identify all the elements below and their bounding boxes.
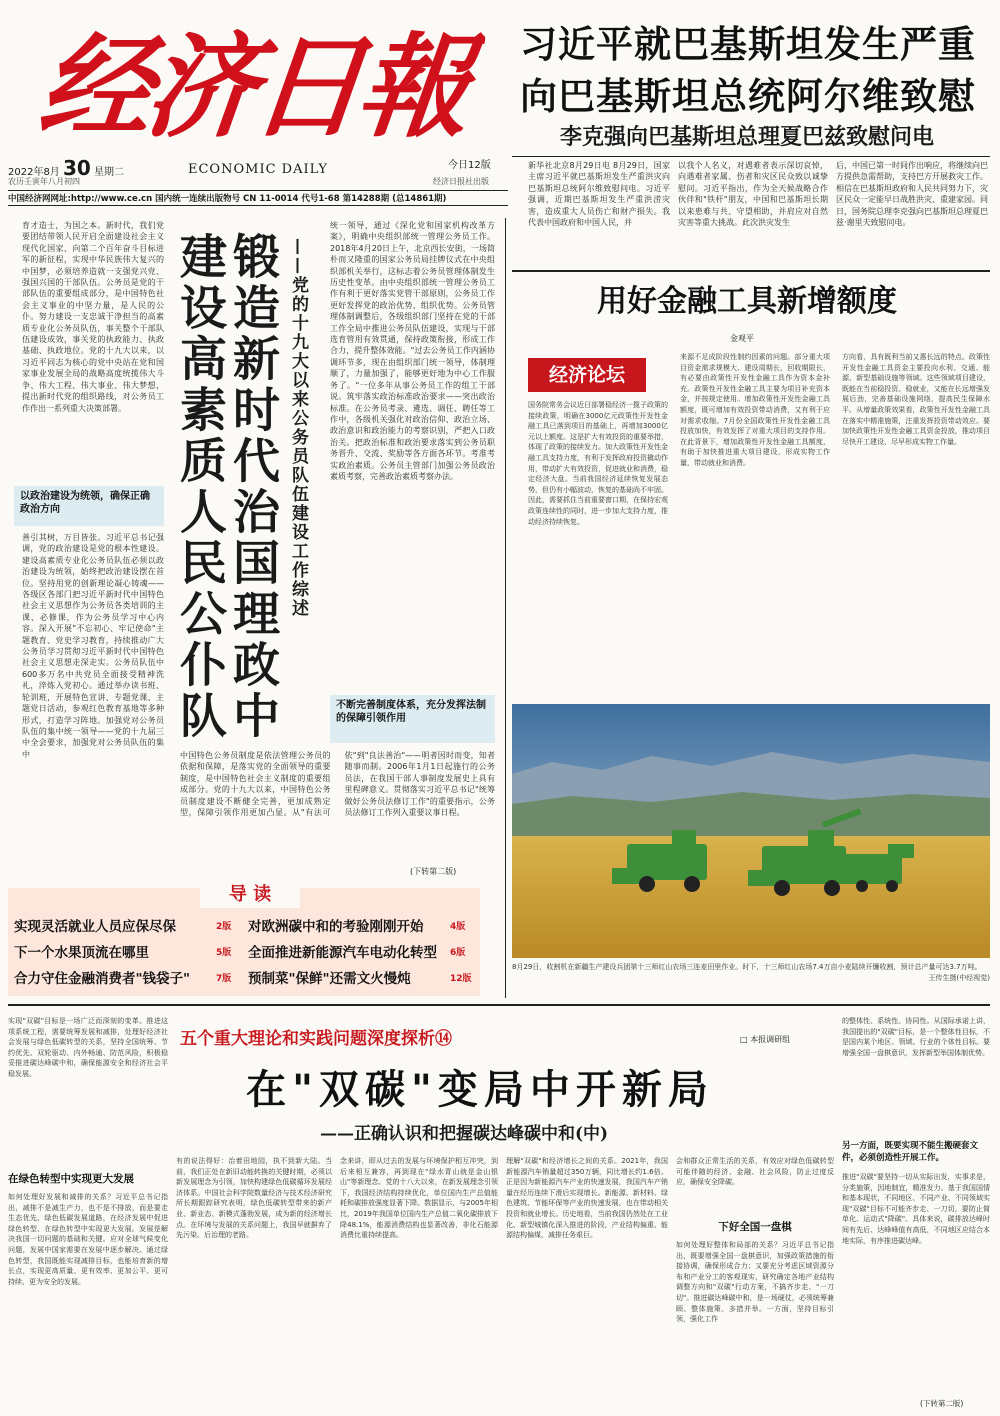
guide-page-number: 5版 — [216, 948, 232, 958]
weekday: 星期二 — [94, 167, 125, 178]
harvest-photo-image — [512, 704, 990, 958]
lower-continued: (下转第二版) — [920, 1399, 964, 1408]
lower-col6: 的整体性、系统性、协同性。从国际承诺上讲，我国提出的"双碳"目标，是一个整体性目标，不是国内某个地区、领域、行业的个体性目标。要增强全国一盘棋意识，发挥新型举国体制优势。 — [842, 1017, 990, 1057]
divider — [512, 156, 990, 157]
editorial-badge: 经济论坛 — [528, 358, 646, 392]
editorial-col1: 国务院常务会议近日部署稳经济一揽子政策的接续政策，明确在3000亿元政策性开发性金融工具已落到项目的基础上，再增加3000亿元以上额度。这是扩大有效投资的重要举措，体现了政策的接续发力。加大政策性开发性金融工具支持力度，有利于发挥政府投资撬动作用，带动扩大有效投资，促进就业和消费，稳定经济大盘。当前我国经济延续恢复发展态势，但仍有小幅波动，恢复的基础尚不牢固。因此，需要抓住当前重要窗口期，在保持宏观政策连续性的同时，进一步加大支持力度，推动经济持续恢复。 — [528, 401, 668, 526]
guide-page-number: 6版 — [450, 948, 466, 958]
issue-line — [8, 176, 508, 188]
lower-subtitle: ——正确认识和把握碳达峰碳中和(中) — [320, 1124, 609, 1144]
lower-col5: 会和群众正常生活的关系，有效应对绿色低碳转型可能伴随的经济、金融、社会风险，防止过度反应，确保安全降碳。 — [676, 1157, 834, 1187]
editorial-author: 金观平 — [730, 334, 754, 343]
photo-caption — [512, 962, 990, 996]
editorial-title: 用好金融工具新增额度 — [597, 284, 897, 319]
byline-text: 本报调研组 — [750, 1035, 791, 1044]
lower-col1: 如何处理好发展和减排的关系？习近平总书记指出，减排不是减生产力，也不是不排放，而是要走生态优先、绿色低碳发展道路，在经济发展中促进绿色转型、在绿色转型中实现更大发展。发展是解决我国一切问题的基础和关键。应对全球气候变化问题，发展中国家需要在发展中逐步解决。通过绿色转型，我国既能实现减排目标，也能培育新的增长点，实现更高质量、更有效率、更加公平、更可持续、更为安全的发展。 — [8, 1193, 168, 1286]
publisher: 经济日报社出版 — [433, 177, 489, 186]
guide-item[interactable]: 对欧洲碳中和的考验刚刚开始 — [248, 919, 424, 935]
divider — [512, 270, 990, 272]
guide-item[interactable]: 合力守住金融消费者"钱袋子" — [14, 971, 191, 987]
lead-col-mid: 统一领导，通过《深化党和国家机构改革方案》，明确中央组织部统一管理公务员工作。2018年4月20日上午，北京西长安街，一场简朴而又隆重的国家公务员局挂牌仪式在中央组织部机关举行，这标志着公务员管理体制发生历史性变革。由中央组织部统一管理公务员工作有利于更好落实党管干部原则，公务员工作更好发挥党的政治优势、组织优势。公务员管理体制调整后，各级组织部门坚持在党的干部工作全局中推进公务员队伍建设，实现与干部选育管用有效贯通，保持政策衔接，形成工作合力，提升整体效能。"过去公务员工作内涵协调环节多，现在由组织部门统一领导，体制理顺了，力量加强了，能够更好地为中心工作服务了。"一位多年从事公务员工作的组工干部说。筑牢落实政治标准政治要求——突出政治标准。在公务员考录、遴选、调任、聘任等工作中，各级机关强化对政治信仰、政治立场、政治意识和政治能力的考察识别，严把入口政治关。把政治标准和政治要求落实到公务员职务晋升、交流、奖励等各方面各环节。考准考实政治素质。公务员主管部门加强公务员政治素质考察，完善政治素质考察办法。 — [330, 221, 495, 481]
lower-col3: 念来讲，即从过去的发展与环境保护相互冲突，到后来相互兼容，再到现在"绿水青山就是金山银山"等新理念。党的十八大以来，在新发展理念引领下，我国经济结构持续优化，单位国内生产总值能耗和碳排放强度显著下降。数据显示，与2005年相比，2019年我国单位国内生产总值二氧化碳排放下降48.1%，能源消费结构也显著改善，非化石能源消费比重持续提高。 — [340, 1157, 498, 1240]
lower-col5b: 如何处理好整体和局部的关系？习近平总书记指出，既要增强全国一盘棋意识，加强政策措施的衔接协调，确保形成合力；又要充分考虑区域资源分布和产业分工的客观现实，研究确定各地产业结构调整方向和"双碳"行动方案，不搞齐步走、"一刀切"。推进碳达峰碳中和，是一场硬仗，必须统筹兼顾、整体施策、多措并举。一方面，坚持目标引领，强化工作 — [676, 1241, 834, 1324]
editorial-col3: 方向看，具有既利当前又惠长远的特点。政策性开发性金融工具资金主要投向水利、交通、能源、新型基础设施等领域。这些领域项目建设，既能在当前稳投资、稳就业，又能在长远增强发展后劲，完善基础设施网络，提高民生保障水平。从增量政策效果看，政策性开发性金融工具在落实中精准施策，注重发挥投资带动效应。要加快政策性开发性金融工具资金投放，推动项目尽快开工建设，尽早形成实物工作量。 — [842, 353, 990, 446]
photo-credit: 王传生摄(中经视觉) — [928, 973, 990, 982]
guide-page-number: 2版 — [216, 922, 232, 932]
date-month: 2022年8月 — [8, 167, 60, 178]
byline: □ 本报调研组 — [740, 1035, 791, 1044]
lead-col-left2: 善引其树，万目皆张。习近平总书记强调，党的政治建设是党的根本性建设。建设高素质专业化公务员队伍必须以政治建设为统领，始终把政治建设摆在首位。坚持用党的创新理论凝心铸魂——各级区各部门把习近平新时代中国特色社会主义思想作为公务员各类培训的主课、必修课，作为公务员学习中心内容。深入开展"不忘初心、牢记使命"主题教育、党史学习教育，持续推动广大公务员学习贯彻习近平新时代中国特色社会主义思想走深走实。公务员队伍中600多万名中共党员全面接受精神洗礼，淬炼入党初心。通过举办读书班、轮训班，开展特色宣讲、专题党课、主题党日活动，参观红色教育基地等多种形式，打造学习阵地。加强党对公务员队伍的集中统一领导——党的十九届三中全会要求，加强党对公务员队伍的集中 — [22, 533, 164, 759]
continued-note: (下转第二版) — [410, 867, 457, 876]
section-heading-2: 下好全国一盘棋 — [718, 1221, 792, 1233]
lower-title: 在"双碳"变局中开新局 — [246, 1066, 714, 1113]
lunar-date: 农历壬寅年八月初四 — [8, 177, 80, 186]
top-headline-line2: 向巴基斯坦总统阿尔维致慰 — [520, 74, 976, 118]
top-story-col2: 以我个人名义，对遇难者表示深切哀悼，向遇难者家属、伤者和灾区民众致以诚挚慰问。习近平指出，作为全天候战略合作伙伴和"铁杆"朋友，中国和巴基斯坦长期以来患难与共、守望相助，并肩应对自然灾害等重大挑战。此次洪灾发生 — [678, 161, 828, 228]
lead-headline-right: 锻造新时代治国理政中 — [225, 232, 280, 742]
section-divider — [8, 1004, 990, 1006]
harvest-photo — [512, 704, 990, 958]
section-box-politics: 以政治建设为统领，确保正确政治方向 — [14, 486, 164, 526]
date-day: 30 — [63, 156, 91, 178]
info-bar: 中国经济网网址:http://www.ce.cn 国内统一连续出版物号 CN 11-0014 代号1-68 第14288期 (总14861期) — [8, 190, 508, 206]
top-story-col3: 后，中国已第一时间作出响应，将继续向巴方提供急需帮助，支持巴方开展救灾工作。相信在巴基斯坦政府和人民共同努力下，灾区民众一定能早日战胜洪灾、重建家园。同日，国务院总理李克强向巴基斯坦总理夏巴兹·谢里夫致慰问电。 — [836, 161, 988, 228]
lower-col6b: 推进"双碳"要坚持一切从实际出发，实事求是，分类施策，因地制宜，精准发力。基于我国国情和基本现状，不同地区、不同产业、不同领域实现"双碳"目标不可能齐步走、一刀切，要防止简单化、运动式"降碳"。具体来说，碳排放达峰时间有先后、达峰峰值有高低，不同地区应结合本地实际，有序推进碳达峰。 — [842, 1173, 990, 1245]
caption-text: 8月29日，收割机在新疆生产建设兵团第十三师红山农场三连麦田里作业。时下，十三师红山农场7.4万亩小麦陆续开镰收割，预计总产量可达3.7万吨。 — [512, 963, 982, 971]
lead-col-left: 育才造士，为国之本。新时代，我们党要团结带领人民开启全面建设社会主义现代化国家、向第二个百年奋斗目标进军的新征程，实现中华民族伟大复兴的中国梦，必须培养造就一支强党兴党、强国兴国的干部队伍。公务员是党的干部队伍的重要组成部分，是中国特色社会主义事业的中坚力量，是人民的公仆。努力建设一支忠诚干净担当的高素质专业化公务员队伍，事关整个干部队伍建设成效，事关党的执政能力、执政基础、执政地位。党的十九大以来，以习近平同志为核心的党中央站在党和国家事业发展全局的战略高度统揽伟大斗争、伟大工程、伟大事业、伟大梦想，提出新时代党的组织路线，对公务员工作作出一系列重大决策部署。 — [22, 221, 164, 413]
top-story-col1: 新华社北京8月29日电 8月29日，国家主席习近平就巴基斯坦发生严重洪灾向巴基斯坦总统阿尔维致慰问电。习近平强调，近期巴基斯坦发生严重洪涝灾害，造成重大人员伤亡和财产损失。我代表中国政府和中国人民，并 — [528, 161, 670, 228]
column-rule — [505, 218, 506, 998]
lower-intro: 实现"双碳"目标是一场广泛而深刻的变革。推进这项系统工程，需要统筹发展和减排，处理好经济社会发展与绿色低碳转型的关系，坚持全国统筹、节约优先、双轮驱动、内外畅通、防范风险，积极稳妥推进碳达峰碳中和，确保能源安全和经济社会平稳发展。 — [8, 1017, 168, 1078]
guide-page-number: 12版 — [450, 974, 472, 984]
section-heading-1: 在绿色转型中实现更大发展 — [8, 1173, 134, 1185]
lead-col-mid2: 中国特色公务员制度是依法管理公务员的依据和保障，是落实党的全面领导的重要制度，是中国特色社会主义制度的重要组成部分。党的十九大以来，中国特色公务员制度建设不断健全完善，更加成熟定型，保障引领作用更加凸显。从"有法可依"到"良法善治"——明者因时而变，知者随事而制。2006年1月1日起施行的公务员法，在我国干部人事制度发展史上具有里程碑意义。贯彻落实习近平总书记"统筹做好公务员法修订工作"的重要指示，公务员法修订工作列入重要议事日程。 — [180, 751, 495, 818]
lower-col4: 理解"双碳"和经济增长之间的关系。2021年，我国新能源汽车销量超过350万辆，同比增长约1.6倍。正是因为新能源汽车产业的快速发展，我国汽车产销量在经历连续下滑后实现增长。新能源、新材料、绿色建筑、节能环保等产业的快速发展，也在带动相关投资和就业增长。历史地看，当前我国仍然处在工业化、新型城镇化深入推进的阶段，产业结构偏重、能源结构偏煤，减排任务艰巨。 — [506, 1157, 668, 1240]
section-box-law: 不断完善制度体系，充分发挥法制的保障引领作用 — [330, 695, 495, 743]
series-banner: 五个重大理论和实践问题深度探析⑭ — [180, 1029, 452, 1049]
page-count: 今日12版 — [448, 160, 491, 171]
guide-page-number: 4版 — [450, 922, 466, 932]
lower-col2: 有的说法得好：治着田地园，执不到新大陆。当前，我们正处在新旧动能转换的关键时期，必须以新发展理念为引领，加快构建绿色低碳循环发展经济体系。中国社会科学院数量经济与技术经济研究所长期跟踪研究表明，绿色低碳转型带来的新产业、新业态、新模式蓬勃发展，成为新的经济增长点。在环境与发展的关系问题上，我国早就摒弃了先污染、后治理的老路。 — [176, 1157, 332, 1240]
guide-item[interactable]: 全面推进新能源汽车电动化转型 — [248, 945, 437, 961]
top-headline-line1: 习近平就巴基斯坦发生严重 — [520, 22, 976, 66]
guide-item[interactable]: 下一个水果顶流在哪里 — [14, 945, 149, 961]
newspaper-logo: 经济日報 — [33, 22, 471, 153]
guide-title: 导 读 — [200, 882, 300, 908]
section-heading-3: 另一方面，既要实现不能生搬硬套文件，必须创造性开展工作。 — [842, 1141, 979, 1163]
guide-item[interactable]: 预制菜"保鲜"还需文火慢炖 — [248, 971, 411, 987]
editorial-col2: 来源不足成阶段性制约因素的问题。部分重大项目资金需求规模大、建设周期长，回收期限长，有必要由政策性开发性金融工具作为资本金补充。政策性开发性金融工具主要为项目补充资本金，并按规定使用。增加政策性开发性金融工具额度，既可增加有效投资带动消费，又有利于应对需求收缩。7月份全国政策性开发性金融工具投放加快，有效发挥了对重大项目的支持作用。在此背景下，增加政策性开发性金融工具额度，有助于加快推进重大项目建设，形成实物工作量，带动就业和消费。 — [680, 353, 830, 467]
lead-subhead: ——党的十九大以来公务员队伍建设工作综述 — [288, 238, 308, 618]
lead-headline-left: 建设高素质人民公仆队 — [172, 232, 227, 742]
date-line — [8, 156, 508, 178]
guide-item[interactable]: 实现灵活就业人员应保尽保 — [14, 919, 176, 935]
top-subhead: 李克强向巴基斯坦总理夏巴兹致慰问电 — [560, 124, 935, 150]
guide-page-number: 7版 — [216, 974, 232, 984]
english-name: ECONOMIC DAILY — [188, 162, 328, 177]
